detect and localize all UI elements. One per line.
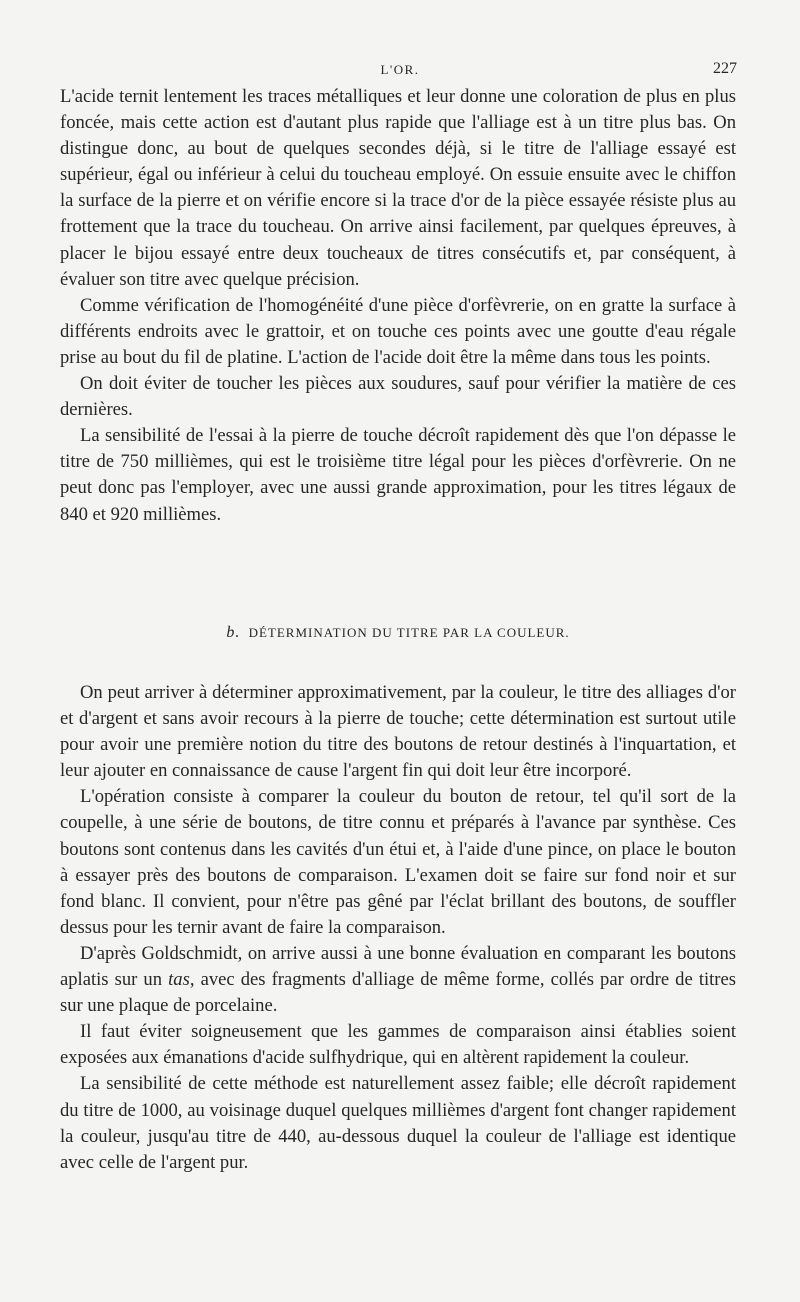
paragraph: On doit éviter de toucher les pièces aux soudures, sauf pour vérifier la matière de ces dernières. (60, 373, 736, 421)
text-block-top (60, 84, 736, 528)
paragraph-text: , avec des fragments d'alliage de même forme, collés par ordre de titres sur une plaque de porcelaine. (60, 969, 736, 1017)
paragraph: La sensibilité de l'essai à la pierre de touche décroît rapidement dès que l'on dépasse le titre de 750 millièmes, qui est le troisième titre légal pour les pièces d'orfèvrerie. On ne peut donc pas l'employer, avec une aussi grande approximation, pour les titres légaux de 840 et 920 millièmes. (60, 425, 736, 525)
paragraph-text: D'après Goldschmidt, on arrive aussi à une bonne évaluation en comparant les boutons aplatis sur un (60, 942, 736, 991)
emphasis-text: tas (168, 969, 190, 991)
paragraph: Comme vérification de l'homogénéité d'une pièce d'orfèvrerie, on en gratte la surface à différents endroits avec le grattoir, et on touche ces points avec une goutte d'eau régale prise au bout du fil de platine. L'action de l'acide doit être la même dans tous les points. (60, 294, 736, 368)
paragraph (60, 941, 736, 1019)
paragraph: Il faut éviter soigneusement que les gammes de comparaison ainsi établies soient exposées aux émanations d'acide sulfhydrique, qui en altèrent rapidement la couleur. (60, 1021, 736, 1069)
running-title: L'OR. (380, 62, 420, 77)
text-block-bottom (60, 680, 736, 1176)
running-head (0, 60, 800, 82)
page-number: 227 (713, 60, 737, 77)
section-title: DÉTERMINATION DU TITRE PAR LA COULEUR. (248, 625, 570, 640)
paragraph: La sensibilité de cette méthode est naturellement assez faible; elle décroît rapidement du titre de 1000, au voisinage duquel quelques millièmes d'argent font changer rapidement la couleur, jusqu'au titre de 440, au-dessous duquel la couleur de l'alliage est identique avec celle de l'argent pur. (60, 1073, 736, 1173)
section-heading (60, 624, 736, 642)
paragraph: On peut arriver à déterminer approximativement, par la couleur, le titre des alliages d'or et d'argent et sans avoir recours à la pierre de touche; cette détermination est surtout utile pour avoir une première notion du titre des boutons de retour destinés à l'inquartation, et leur ajouter en connaissance de cause l'argent fin qui doit leur être incorporé. (60, 682, 736, 782)
section-letter: b. (226, 624, 241, 641)
paragraph: L'opération consiste à comparer la couleur du bouton de retour, tel qu'il sort de la coupelle, à une série de boutons, de titre connu et préparés à l'avance par synthèse. Ces boutons sont contenus dans les cavités d'un étui et, à l'aide d'une pince, on place le bouton à essayer près des boutons de comparaison. L'examen doit se faire sur fond noir et sur fond blanc. Il convient, pour n'être pas gêné par l'éclat brillant des boutons, de souffler dessus pour les ternir avant de faire la comparaison. (60, 786, 736, 938)
paragraph: L'acide ternit lentement les traces métalliques et leur donne une coloration de plus en plus foncée, mais cette action est d'autant plus rapide que l'alliage est à un titre plus bas. On distingue donc, au bout de quelques secondes déjà, si le titre de l'alliage essayé est supérieur, égal ou inférieur à celui du toucheau employé. On essuie ensuite avec le chiffon la surface de la pierre et on vérifie encore si la trace d'or de la pièce essayée résiste plus au frottement que la trace du toucheau. On arrive ainsi facilement, par quelques épreuves, à placer le bijou essayé entre deux toucheaux de titres consécutifs et, par conséquent, à évaluer son titre avec quelque précision. (60, 86, 736, 290)
